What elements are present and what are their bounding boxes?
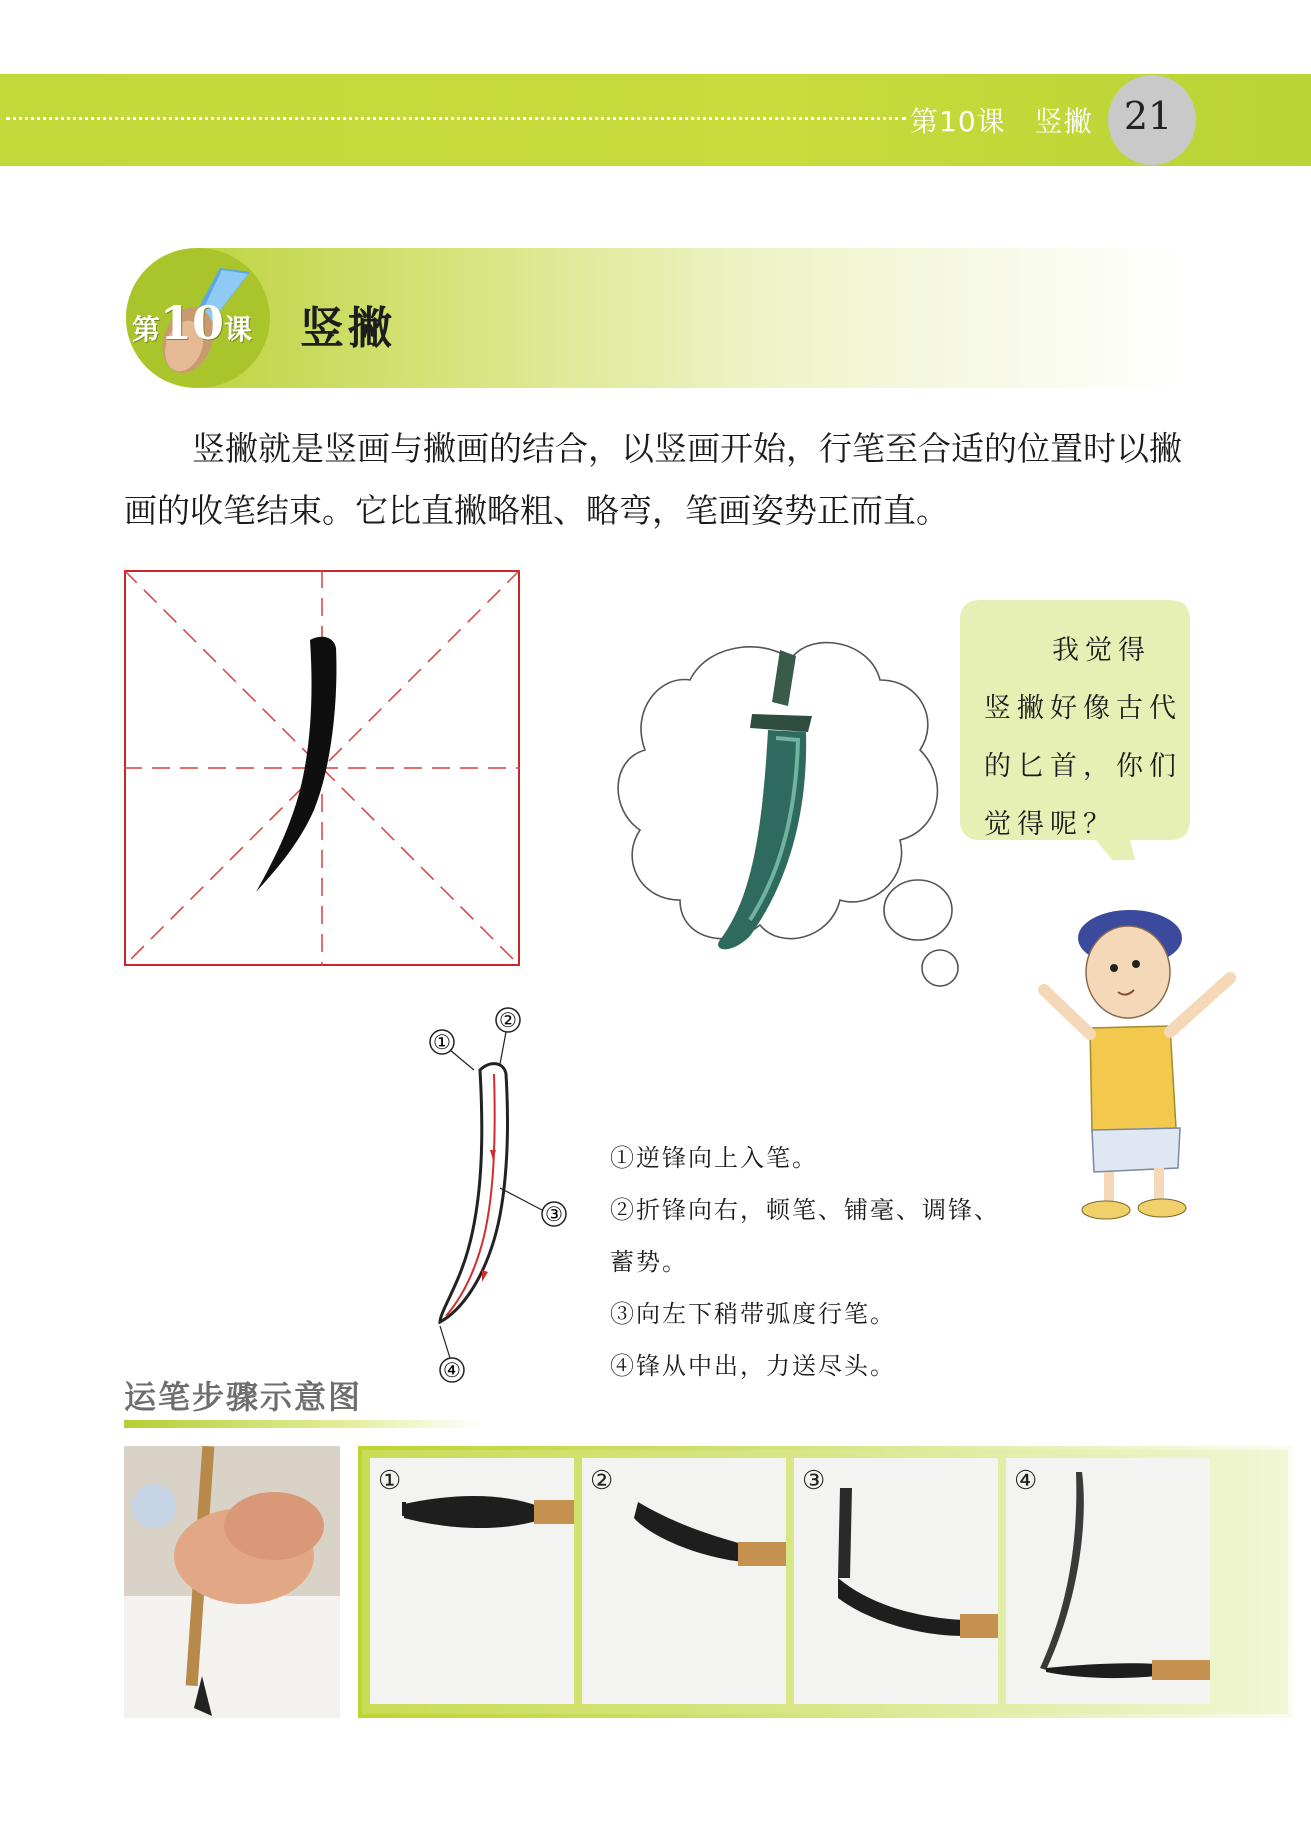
hand-holding-brush-photo bbox=[124, 1446, 340, 1718]
step-3: ③向左下稍带弧度行笔。 bbox=[610, 1300, 896, 1328]
lesson-badge bbox=[132, 296, 252, 350]
section-underline bbox=[124, 1420, 484, 1428]
dagger-thought-cloud bbox=[600, 620, 980, 1000]
marker-4: ④ bbox=[443, 1358, 461, 1382]
step-photo-1 bbox=[370, 1458, 574, 1704]
bubble-line-1: 我觉得 bbox=[1052, 635, 1151, 666]
badge-prefix: 第 bbox=[132, 313, 161, 346]
bubble-line-3: 的匕首，你们 bbox=[984, 751, 1182, 782]
step-photo-4-label: ④ bbox=[1014, 1466, 1038, 1496]
step-2: ②折锋向右，顿笔、铺毫、调锋、 bbox=[610, 1196, 1000, 1224]
marker-1: ① bbox=[433, 1030, 451, 1054]
step-photo-2 bbox=[582, 1458, 786, 1704]
boy-illustration bbox=[1030, 910, 1280, 1230]
step-photo-3-label: ③ bbox=[802, 1466, 826, 1496]
badge-number: 10 bbox=[160, 296, 225, 350]
bubble-line-2: 竖撇好像古代 bbox=[984, 693, 1182, 724]
marker-3: ③ bbox=[545, 1202, 563, 1226]
step-photo-3 bbox=[794, 1458, 998, 1704]
bubble-line-4: 觉得呢？ bbox=[984, 809, 1116, 840]
step-1: ①逆锋向上入笔。 bbox=[610, 1144, 818, 1172]
rice-grid-stroke-example bbox=[124, 570, 520, 966]
header-dotted-rule bbox=[6, 117, 906, 120]
page-number: 21 bbox=[1123, 94, 1173, 138]
step-photo-4 bbox=[1006, 1458, 1210, 1704]
step-4: ④锋从中出，力送尽头。 bbox=[610, 1352, 896, 1380]
vertical-left-falling-stroke bbox=[256, 637, 336, 892]
stroke-order-diagram bbox=[410, 1000, 590, 1400]
header-lesson-label: 第10课 竖撇 bbox=[910, 105, 1093, 138]
intro-paragraph: 竖撇就是竖画与撇画的结合，以竖画开始，行笔至合适的位置时以撇画的收笔结束。它比直撇略粗、略弯，笔画姿势正而直。 bbox=[124, 429, 1182, 530]
badge-suffix: 课 bbox=[224, 313, 253, 346]
step-2-cont: 蓄势。 bbox=[610, 1248, 688, 1276]
marker-2: ② bbox=[499, 1008, 517, 1032]
step-photo-2-label: ② bbox=[590, 1466, 614, 1496]
title-banner bbox=[126, 248, 1186, 388]
speech-bubble-text bbox=[984, 622, 1182, 854]
step-photo-1-label: ① bbox=[378, 1466, 402, 1496]
lesson-title: 竖撇 bbox=[300, 303, 396, 354]
step-list bbox=[610, 1132, 1030, 1392]
section-title: 运笔步骤示意图 bbox=[124, 1378, 363, 1416]
